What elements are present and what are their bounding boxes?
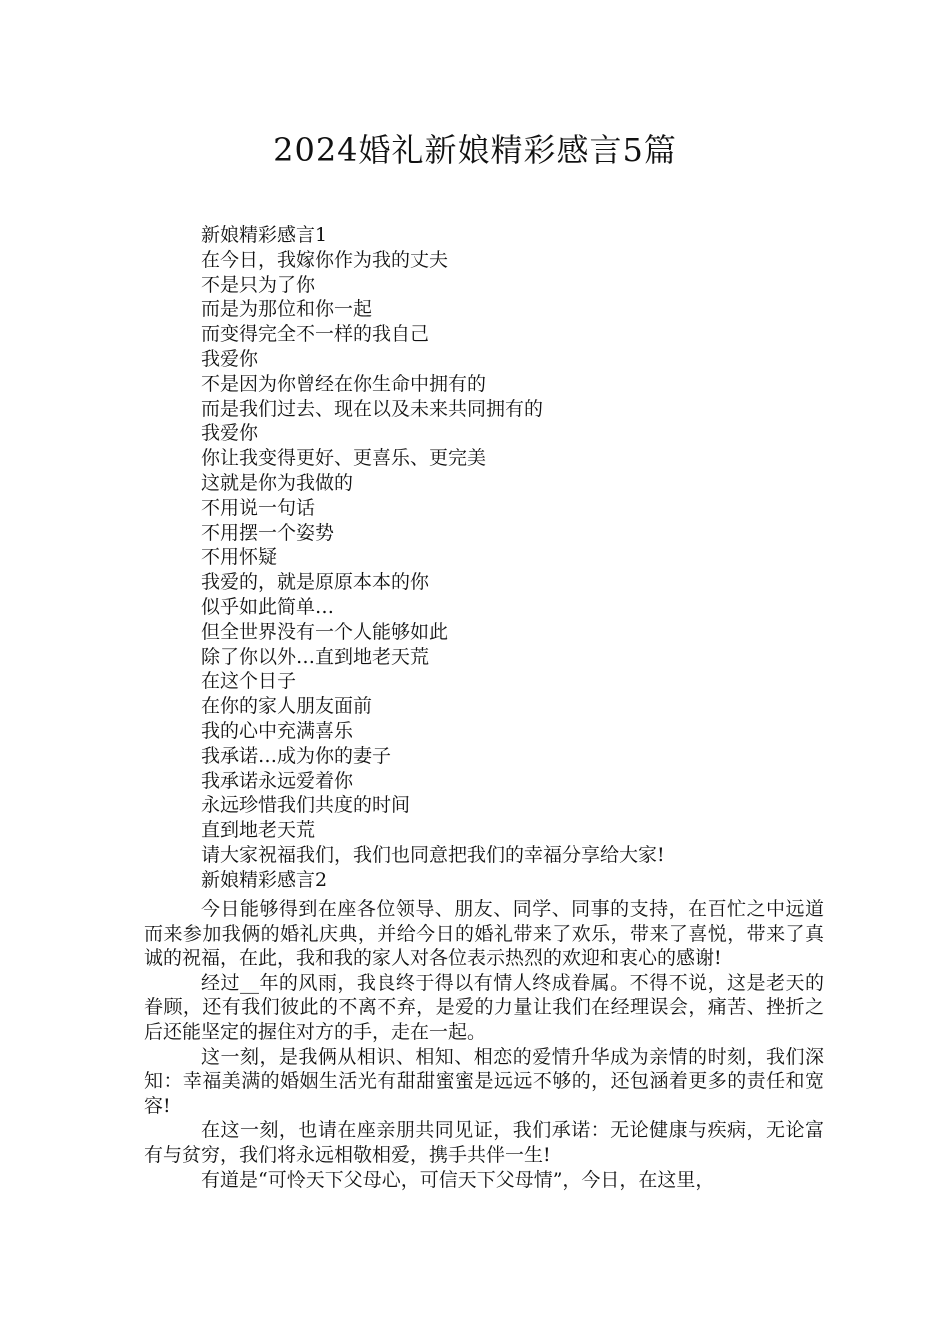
text-line: 而是为那位和你一起 (201, 298, 373, 321)
text-line: 请大家祝福我们，我们也同意把我们的幸福分享给大家! (201, 843, 665, 866)
text-line: 在你的家人朋友面前 (201, 695, 373, 718)
paragraph: 在这一刻，也请在座亲朋共同见证，我们承诺：无论健康与疾病，无论富有与贫穷，我们将永远相敬相爱，携手共伴一生! (144, 1119, 824, 1166)
text-line: 在今日，我嫁你作为我的丈夫 (201, 248, 449, 271)
text-line: 直到地老天荒 (201, 819, 316, 842)
text-line: 我承诺永远爱着你 (201, 769, 354, 792)
speech-1-lines (201, 223, 841, 893)
text-line: 我爱的，就是原原本本的你 (201, 571, 430, 594)
text-line: 我的心中充满喜乐 (201, 719, 354, 742)
speech-2-body (144, 897, 824, 1192)
paragraph: 有道是“可怜天下父母心，可信天下父母情”，今日，在这里， (201, 1168, 715, 1191)
text-line: 不是因为你曾经在你生命中拥有的 (201, 372, 487, 395)
text-line: 而是我们过去、现在以及未来共同拥有的 (201, 397, 544, 420)
text-line: 我承诺…成为你的妻子 (201, 744, 392, 767)
text-line: 似乎如此简单… (201, 595, 335, 618)
text-line: 永远珍惜我们共度的时间 (201, 794, 411, 817)
text-line: 不用怀疑 (201, 546, 278, 569)
text-line: 不用摆一个姿势 (201, 521, 335, 544)
text-line: 除了你以外…直到地老天荒 (201, 645, 430, 668)
text-line: 你让我变得更好、更喜乐、更完美 (201, 447, 487, 470)
paragraph: 今日能够得到在座各位领导、朋友、同学、同事的支持，在百忙之中远道而来参加我俩的婚礼庆典，并给今日的婚礼带来了欢乐，带来了喜悦，带来了真诚的祝福，在此，我和我的家人对各位表示热烈的欢迎和衷心的感谢! (144, 898, 824, 970)
text-line: 我爱你 (201, 347, 259, 370)
section-heading-1: 新娘精彩感言1 (201, 224, 328, 246)
text-line: 而变得完全不一样的我自己 (201, 323, 430, 346)
section-heading-2: 新娘精彩感言2 (201, 868, 328, 891)
text-line: 不用说一句话 (201, 496, 316, 519)
document-title: 2024婚礼新娘精彩感言5篇 (273, 131, 677, 169)
paragraph: 这一刻，是我俩从相识、相知、相恋的爱情升华成为亲情的时刻，我们深知：幸福美满的婚姻生活光有甜甜蜜蜜是远远不够的，还包涵着更多的责任和宽容! (144, 1045, 824, 1117)
text-line: 我爱你 (201, 422, 259, 445)
text-line: 这就是你为我做的 (201, 471, 354, 494)
text-line: 在这个日子 (201, 670, 297, 693)
paragraph: 经过__年的风雨，我良终于得以有情人终成眷属。不得不说，这是老天的眷顾，还有我们彼此的不离不弃，是爱的力量让我们在经理误会，痛苦、挫折之后还能坚定的握住对方的手，走在一起。 (144, 971, 824, 1043)
text-line: 但全世界没有一个人能够如此 (201, 620, 449, 643)
text-line: 不是只为了你 (201, 273, 316, 296)
